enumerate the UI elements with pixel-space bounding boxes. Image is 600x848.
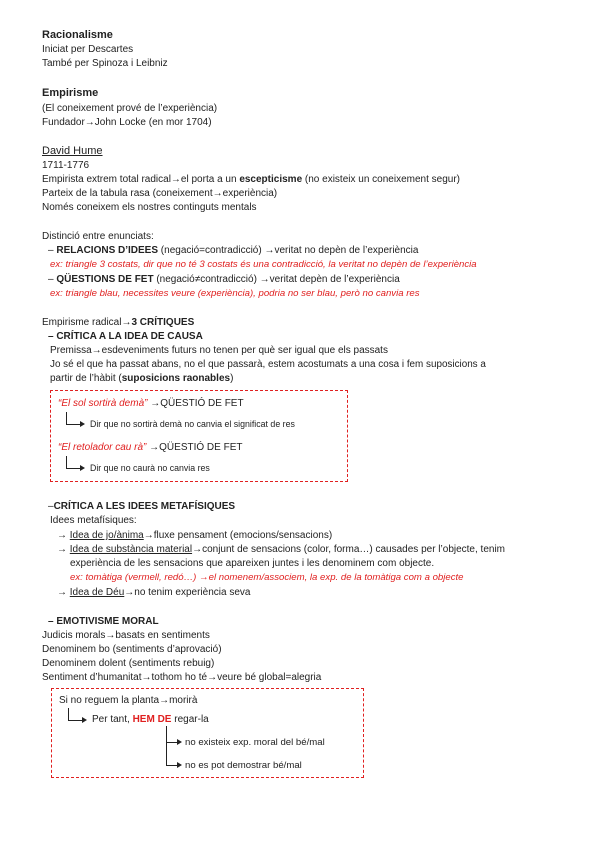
hume-line: Només coneixem els nostres continguts mentals	[42, 202, 257, 213]
box-line: no existeix exp. moral del bé/mal	[185, 737, 325, 748]
emotivisme-line: Judicis morals→basats en sentiments	[42, 630, 210, 641]
substancia-example: ex: tomàtiga (vermell, redó…) →el nomenem/associem, la exp. de la tomàtiga com a objecte	[70, 572, 464, 583]
hume-line: Parteix de la tabula rasa (coneixement→experiència)	[42, 188, 278, 199]
critica-causa-heading: – CRÍTICA A LA IDEA DE CAUSA	[48, 331, 203, 342]
empirisme-line: Fundador→John Locke (en mor 1704)	[42, 117, 212, 128]
racionalisme-line: També per Spinoza i Leibniz	[42, 58, 168, 69]
empirisme-heading: Empirisme	[42, 87, 99, 99]
idea-substancia-cont: experiència de les sensacions que apareixen juntes i les denominem com objecte.	[70, 558, 435, 569]
causa-line: partir de l’hàbit (suposicions raonables)	[50, 373, 234, 384]
emotivisme-line: Denominem dolent (sentiments rebuig)	[42, 658, 215, 669]
emotivisme-line: Denominem bo (sentiments d’aprovació)	[42, 644, 222, 655]
distincio-heading: Distinció entre enunciats:	[42, 231, 154, 242]
racionalisme-line: Iniciat per Descartes	[42, 44, 134, 55]
critica-metafisiques-heading: –CRÍTICA A LES IDEES METAFÍSIQUES	[48, 501, 236, 512]
relacions-line: – RELACIONS D’IDEES (negació=contradicció) →veritat no depèn de l’experiència	[48, 245, 419, 256]
arrow-icon	[69, 720, 83, 721]
arrow-icon	[67, 468, 81, 469]
arrow-icon	[67, 424, 81, 425]
causa-line: Jo sé el que ha passat abans, no el que passarà, estem acostumats a una cosa i fem suposicions a	[50, 359, 486, 370]
questions-example: ex: triangle blau, necessites veure (experiència), podria no ser blau, però no canvia res	[50, 288, 420, 299]
box-answer: Dir que no sortirà demà no canvia el significat de res	[90, 419, 295, 429]
arrow-icon	[177, 762, 182, 768]
idea-jo-item: → Idea de jo/ànima→fluxe pensament (emocions/sensacions)	[57, 530, 333, 541]
box-answer: Dir que no caurà no canvia res	[90, 463, 210, 473]
hume-line: Empirista extrem total radical→el porta a un escepticisme (no existeix un coneixement segur)	[42, 174, 460, 185]
arrow-icon	[80, 421, 85, 427]
emotivisme-heading: – EMOTIVISME MORAL	[48, 616, 159, 627]
box-question: “El retolador cau rà” →QÜESTIÓ DE FET	[58, 442, 243, 453]
metafisiques-line: Idees metafísiques:	[50, 515, 137, 526]
questions-line: – QÜESTIONS DE FET (negació≠contradicció) →veritat depèn de l’experiència	[48, 274, 400, 285]
idea-substancia-item: → Idea de substància material→conjunt de sensacions (color, forma…) causades per l’objecte, tenim	[57, 544, 506, 555]
idea-deu-item: → Idea de Déu→no tenim experiència seva	[57, 587, 251, 598]
hume-heading: David Hume	[42, 145, 103, 157]
branch-line	[166, 726, 167, 766]
critiques-intro: Empirisme radical→3 CRÍTIQUES	[42, 317, 195, 328]
racionalisme-heading: Racionalisme	[42, 29, 113, 41]
causa-line: Premissa→esdeveniments futurs no tenen per què ser igual que els passats	[50, 345, 388, 356]
hume-dates: 1711-1776	[42, 160, 90, 171]
arrow-icon	[177, 739, 182, 745]
relacions-example: ex: triangle 3 costats, dir que no té 3 costats és una contradicció, la veritat no depèn de l’experiència	[50, 259, 477, 270]
box-line: no es pot demostrar bé/mal	[185, 760, 302, 771]
arrow-icon	[80, 465, 85, 471]
box-question: “El sol sortirà demà” →QÜESTIÓ DE FET	[58, 398, 244, 409]
empirisme-line: (El coneixement prové de l’experiència)	[42, 103, 218, 114]
box-line: Per tant, HEM DE regar-la	[92, 714, 209, 725]
arrow-icon	[82, 717, 87, 723]
box-line: Si no reguem la planta→morirà	[59, 695, 198, 706]
emotivisme-line: Sentiment d’humanitat→tothom ho té→veure bé global=alegria	[42, 672, 322, 683]
